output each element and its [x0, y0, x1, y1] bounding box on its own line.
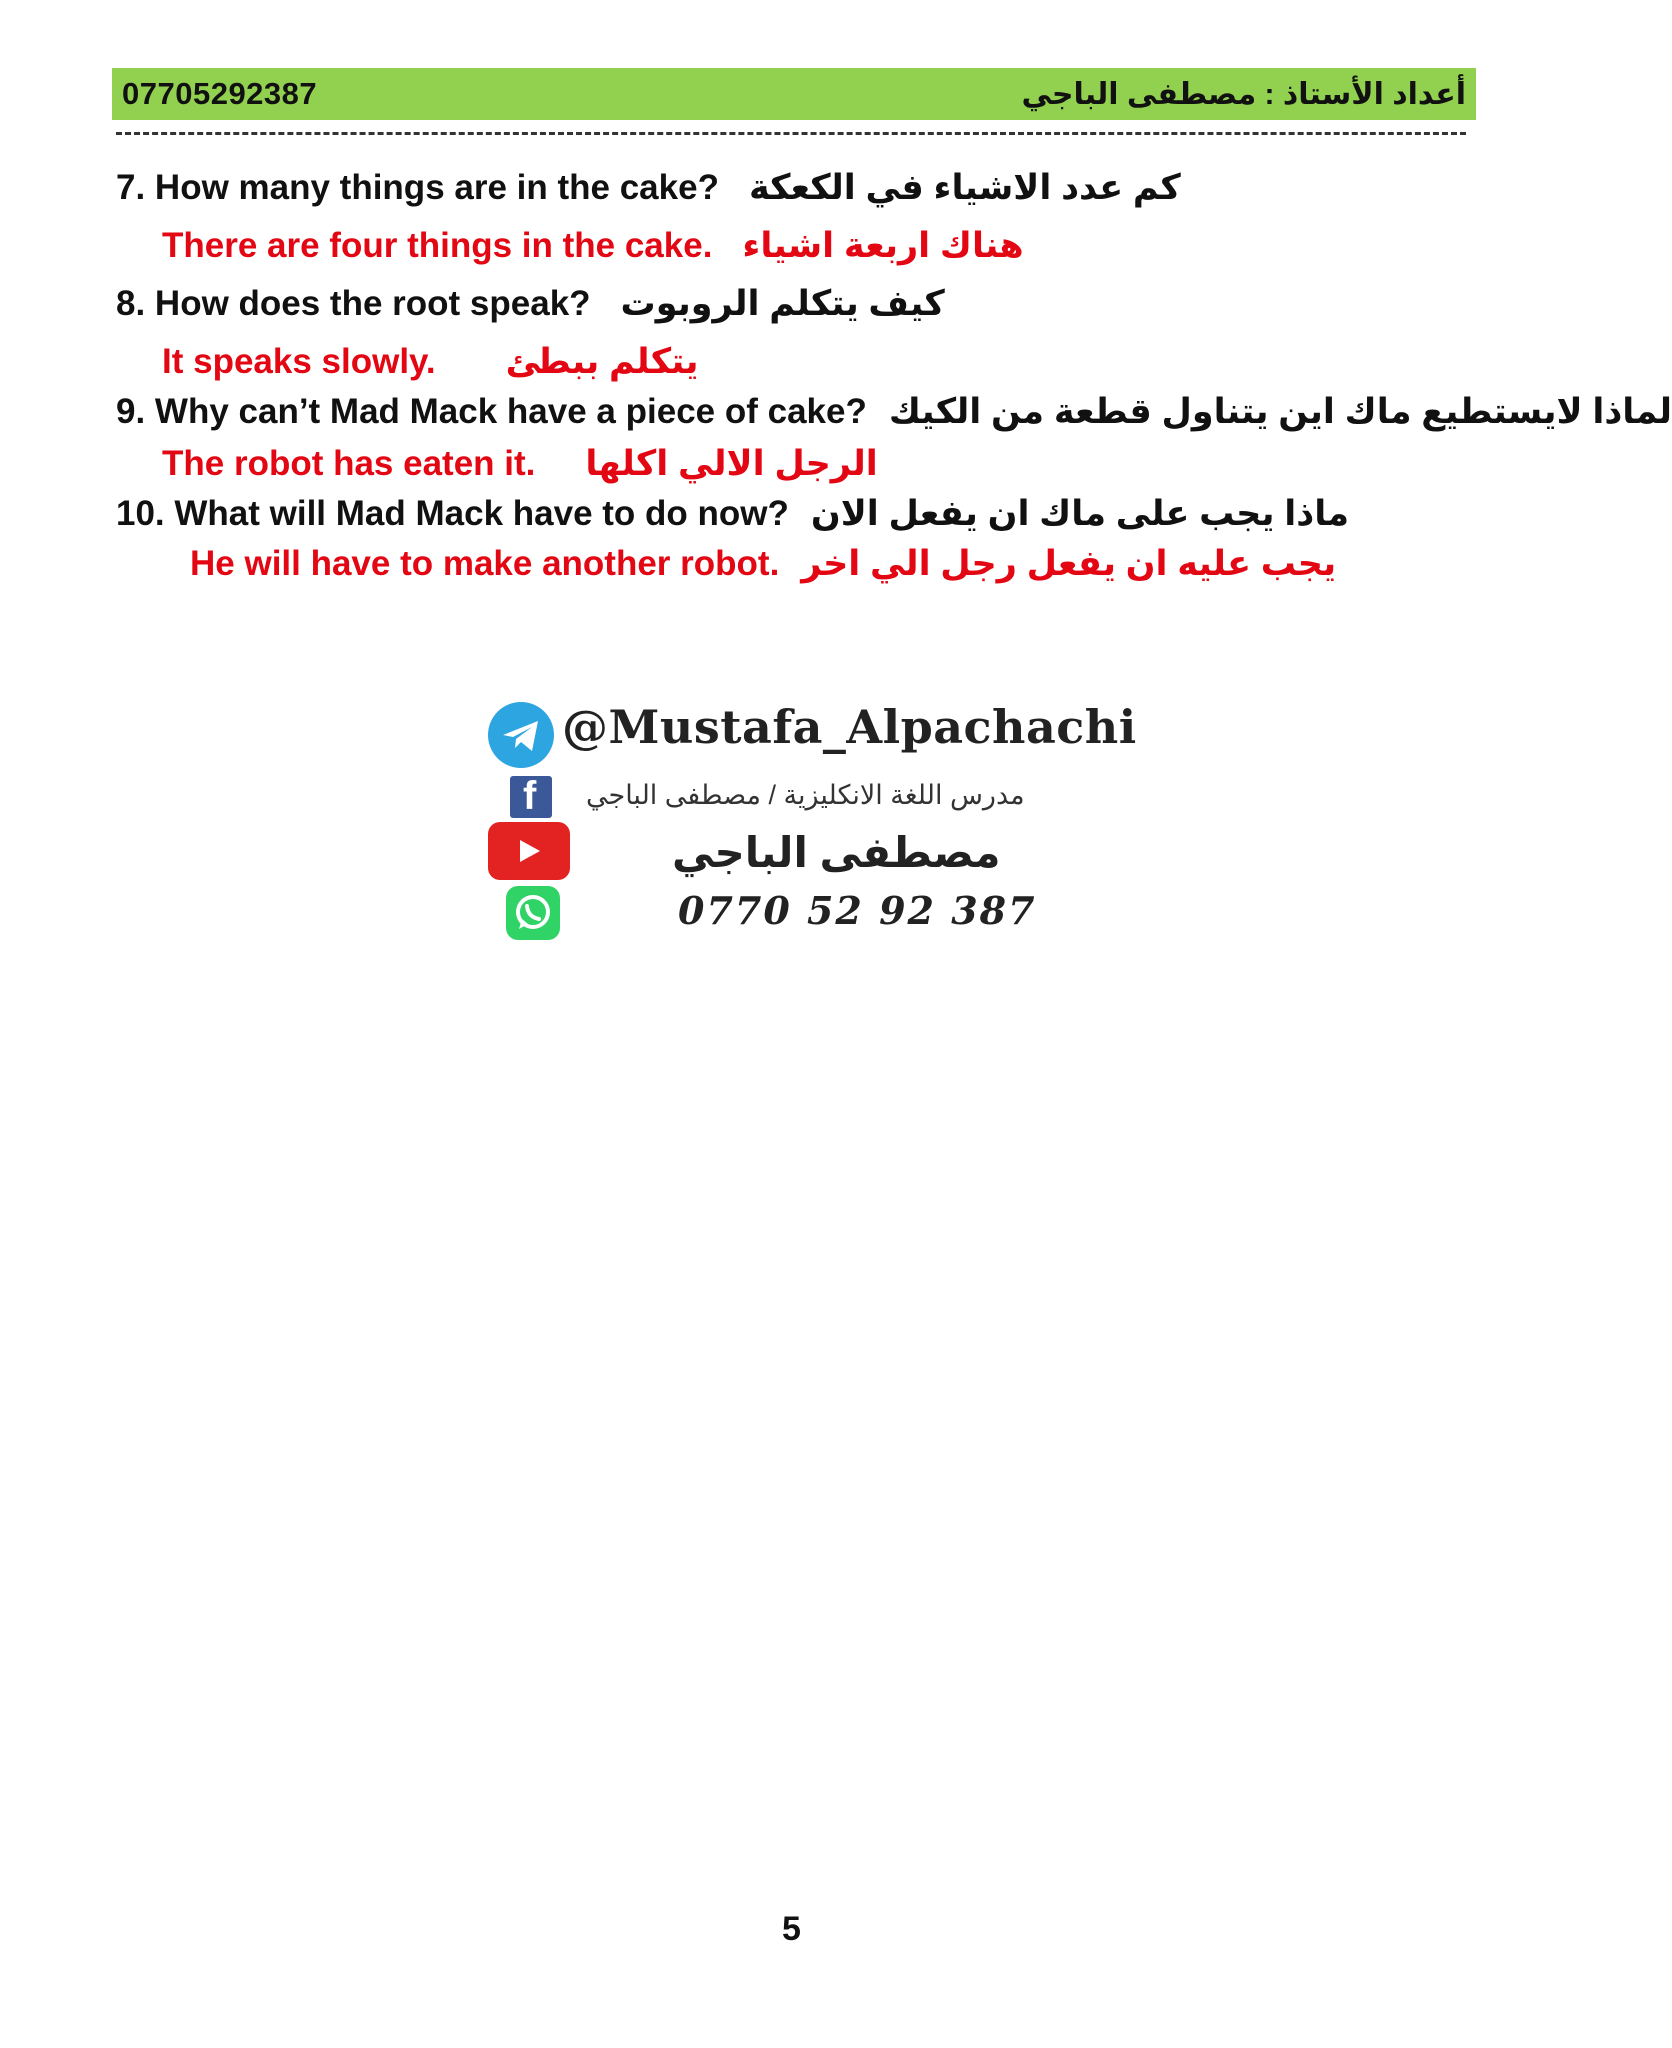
divider — [116, 132, 1466, 135]
teacher-name: مصطفى الباجي — [672, 829, 1001, 876]
teacher-title: مدرس اللغة الانكليزية / مصطفى الباجي — [586, 780, 1025, 810]
telegram-icon — [488, 702, 554, 768]
question-10-en: 10. What will Mad Mack have to do now? — [116, 494, 789, 533]
answer-7-en: There are four things in the cake. — [162, 226, 713, 265]
header-author: أعداد الأستاذ : مصطفى الباجي — [1021, 77, 1466, 111]
answer-10-ar: يجب عليه ان يفعل رجل الي اخر — [801, 544, 1337, 583]
answer-7 — [162, 226, 1024, 266]
question-9 — [116, 392, 1672, 432]
header-bar — [112, 68, 1476, 120]
answer-10-en: He will have to make another robot. — [190, 544, 780, 583]
question-8-ar: كيف يتكلم الروبوت — [620, 284, 945, 323]
question-8-en: 8. How does the root speak? — [116, 284, 591, 323]
answer-10 — [190, 544, 1336, 584]
contact-phone: 0770 52 92 387 — [678, 888, 1037, 933]
question-7-en: 7. How many things are in the cake? — [116, 168, 719, 207]
telegram-handle: @Mustafa_Alpachachi — [562, 700, 1137, 754]
answer-9-ar: الرجل الالي اكلها — [585, 444, 878, 483]
whatsapp-icon — [506, 886, 560, 940]
answer-9-en: The robot has eaten it. — [162, 444, 536, 483]
answer-8-ar: يتكلم ببطئ — [505, 342, 699, 381]
answer-9 — [162, 444, 878, 484]
youtube-icon — [488, 822, 570, 880]
facebook-icon: f — [510, 776, 552, 818]
contact-logo — [476, 690, 1137, 950]
page-number: 5 — [782, 1910, 801, 1948]
question-10 — [116, 494, 1349, 534]
social-icons — [488, 690, 572, 950]
question-10-ar: ماذا يجب على ماك ان يفعل الان — [810, 494, 1350, 533]
question-7-ar: كم عدد الاشياء في الكعكة — [748, 168, 1181, 207]
answer-8 — [162, 342, 699, 382]
answer-8-en: It speaks slowly. — [162, 342, 436, 381]
question-7 — [116, 168, 1181, 208]
question-8 — [116, 284, 945, 324]
answer-7-ar: هناك اربعة اشياء — [742, 226, 1024, 265]
question-9-ar: لماذا لايستطيع ماك اين يتناول قطعة من الكيك — [888, 392, 1672, 431]
header-phone: 07705292387 — [122, 76, 318, 111]
question-9-en: 9. Why can’t Mad Mack have a piece of cake? — [116, 392, 867, 431]
